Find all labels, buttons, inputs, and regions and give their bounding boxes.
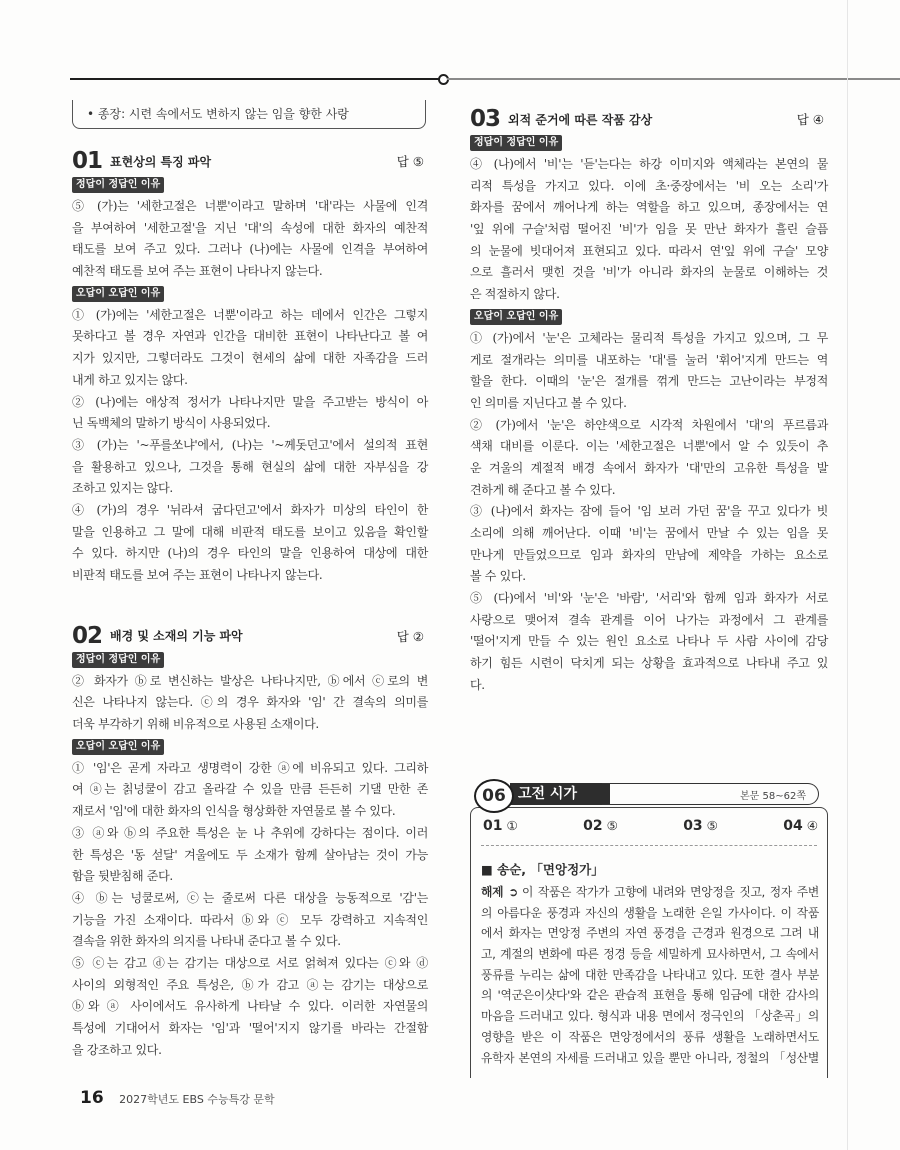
text-line: 사랑으로 맺어져 결속 관계를 이어 나가는 과정에서 그 관계를 — [470, 612, 828, 627]
text-line: 예찬적 태도를 보여 주는 표현이 나타나지 않는다. — [72, 264, 323, 279]
text-line: 하기 힘든 시련이 닥치게 되는 상황을 효과적으로 나타내 주고 있 — [470, 656, 828, 671]
reason-label-row — [72, 649, 428, 671]
text-line: ① (가)에는 '세한고절은 너뿐'이라고 하는 데에서 인간은 그렇지 — [72, 307, 428, 322]
text-line: 을 강조하고 있다. — [72, 1042, 162, 1057]
page-number: 16 — [80, 1088, 104, 1108]
commentary-text: 의 '역군은이샷다'와 같은 관습적 표현을 통해 임금에 대한 감사의 — [481, 988, 819, 1003]
commentary-text: 영향을 받은 이 작품은 면앙정에서의 풍류 생활을 노래하면서도 — [481, 1029, 819, 1044]
summary-text: • 종장: 시련 속에서도 변하지 않는 임을 향한 사랑 — [87, 107, 349, 121]
text-line: 을 부여하여 '세한고절'을 지닌 '대'의 속성에 대한 화자의 예찬적 — [72, 220, 428, 235]
text-line: 으로 흘러서 맺힌 것을 '비'가 아니라 화자의 눈물로 이해하는 것 — [470, 265, 828, 280]
reason-label: 정답이 정답인 이유 — [470, 135, 562, 151]
reason-label: 정답이 정답인 이유 — [72, 177, 164, 193]
reason-label: 오답이 오답인 이유 — [72, 286, 164, 302]
answer-key-question: 01 — [483, 818, 503, 834]
text-line: 여 ⓐ는 칡넝쿨이 감고 올라갈 수 있을 만큼 든든히 기댈 만한 존 — [72, 782, 428, 797]
chapter-title: 고전 시가 — [510, 783, 610, 805]
question-heading — [72, 623, 428, 649]
page-edge — [847, 0, 848, 1150]
text-line: 말을 인용하고 그 말에 대해 비판적 태도를 보이고 있음을 확인할 — [72, 524, 428, 539]
right-column — [470, 106, 828, 697]
section-gap — [72, 587, 428, 623]
text-line: ② (가)에서 '눈'은 하얀색으로 시각적 차원에서 '대'의 푸르름과 — [470, 417, 828, 432]
commentary-line — [481, 903, 819, 924]
commentary-line — [481, 965, 819, 986]
page-footer — [80, 1088, 275, 1108]
commentary-line — [481, 1048, 819, 1069]
text-line: 할을 한다. 이때의 '눈'은 절개를 꺾게 만드는 고난이라는 부정적 — [470, 374, 828, 389]
text-line: 신은 나타나지 않는다. ⓒ의 경우 화자와 '임' 간 결속의 의미를 — [72, 695, 428, 710]
question-heading — [72, 148, 428, 174]
reason-label-row — [470, 306, 828, 328]
answer-key-item — [783, 818, 818, 834]
classic-poetry-header — [470, 779, 828, 809]
reason-label-row — [470, 132, 828, 154]
text-line: 함을 뒷받침해 준다. — [72, 869, 173, 884]
dashed-divider — [481, 845, 817, 846]
page-reference: 본문 58~62쪽 — [740, 791, 806, 802]
text-line: ⑤ (다)에서 '비'와 '눈'은 '바람', '서리'와 함께 임과 화자가 서로 — [470, 591, 828, 606]
text-line: 사이의 외형적인 주요 특성은, ⓑ가 감고 ⓐ는 감기는 대상으로 — [72, 977, 428, 992]
commentary-line — [481, 923, 819, 944]
left-column — [72, 148, 428, 1061]
text-line: ① '임'은 곧게 자라고 생명력이 강한 ⓐ에 비유되고 있다. 그리하 — [72, 760, 428, 775]
text-line: 색채 대비를 이룬다. 이는 '세한고절은 너뿐'에서 알 수 있듯이 추 — [470, 439, 828, 454]
chapter-number: 06 — [474, 779, 514, 813]
text-line: 지가 있지만, 그렇더라도 그것이 현세의 삶에 대한 자족감을 드러 — [72, 351, 428, 366]
text-line: '떨어'지게 만들 수 있는 원인 요소로 나타나 두 사람 사이에 감당 — [470, 634, 828, 649]
top-rule — [70, 78, 440, 80]
commentary-text: 의 아름다운 풍경과 자신의 생활을 노래한 은일 가사이다. 이 작품 — [481, 905, 819, 920]
commentary-text: 유학자 본연의 자세를 드러내고 있을 뿐만 아니라, 정철의 「성산별 — [481, 1050, 819, 1065]
text-line: 인 의미를 지닌다고 볼 수 있다. — [470, 395, 627, 410]
text-line: 수 있다. 하지만 (나)의 경우 타인의 말을 인용하여 대상에 대한 — [72, 546, 428, 561]
commentary-line — [481, 1006, 819, 1027]
question-heading — [470, 106, 828, 132]
question-number: 02 — [72, 622, 103, 649]
text-line: '잎 위에 구슬'처럼 떨어진 '비'가 임을 못 만난 화자가 흘린 슬픔 — [470, 222, 828, 237]
summary-box — [72, 100, 426, 129]
text-line: ③ (나)에서 화자는 잠에 들어 '임 보러 가던 꿈'을 꾸고 있다가 빗 — [470, 504, 828, 519]
reason-label-row — [72, 736, 428, 758]
text-line: 을 활용하고 있으나, 그것을 통해 현실의 삶에 대한 자부심을 강 — [72, 459, 428, 474]
answer-key-item — [483, 818, 518, 834]
commentary-text: 이 작품은 작가가 고향에 내려와 면앙정을 짓고, 정자 주변 — [521, 885, 819, 899]
question-title: 표현상의 특징 파악 — [110, 154, 212, 169]
answer-key-question: 02 — [583, 818, 603, 834]
text-line: 의 눈물에 빗대어져 표현되고 있다. 따라서 연'잎 위에 구슬' 모양 — [470, 243, 828, 258]
text-line: 게로 절개라는 의미를 내포하는 '대'를 눌러 '휘어'지게 만드는 역 — [470, 352, 828, 367]
chapter-ref-pill — [602, 783, 819, 805]
answer-key-choice: ① — [506, 818, 518, 833]
commentary-line — [481, 985, 819, 1006]
text-line: ③ (가)는 '~푸를쏘냐'에서, (나)는 '~께돗던고'에서 설의적 표현 — [72, 437, 428, 452]
text-line: 재로서 '임'에 대한 화자의 인식을 형상화한 자연물로 볼 수 있다. — [72, 804, 396, 819]
answer-key-question: 04 — [783, 818, 803, 834]
answer-key-item — [683, 818, 718, 834]
commentary-line — [481, 1027, 819, 1048]
text-line: 운 겨울의 계절적 배경 속에서 화자가 '대'만의 고유한 특성을 발 — [470, 460, 828, 475]
reason-label: 정답이 정답인 이유 — [72, 652, 164, 668]
reason-label: 오답이 오답인 이유 — [470, 309, 562, 325]
text-line: 볼 수 있다. — [470, 569, 526, 584]
text-line: 못하다고 볼 경우 자연과 인간을 대비한 표현이 나타난다고 볼 여 — [72, 329, 428, 344]
answer-label: 답 ⑤ — [396, 154, 424, 169]
text-line: 은 적절하지 않다. — [470, 287, 560, 302]
question-number: 03 — [470, 106, 501, 132]
answer-label: 답 ④ — [796, 112, 824, 127]
text-line: 결속을 위한 화자의 의지를 나타내 준다고 볼 수 있다. — [72, 934, 341, 949]
text-line: ② (나)에는 애상적 정서가 나타나지만 말을 주고받는 방식이 아 — [72, 394, 428, 409]
text-line: 리적 특성을 가지고 있다. 이에 초·중장에서는 '비 오는 소리'가 — [470, 178, 828, 193]
text-line: ④ (나)에서 '비'는 '듣'는다는 하강 이미지와 액체라는 본연의 물 — [470, 157, 828, 171]
text-line: 한 특성은 '동 섣달' 겨울에도 두 소재가 함께 살아남는 것이 가능 — [72, 847, 428, 862]
text-line: 닌 독백체의 말하기 방식이 사용되었다. — [72, 416, 271, 431]
text-line: 만나게 만들었으므로 임과 화자의 만남에 제약을 가하는 요소로 — [470, 547, 828, 562]
text-line: 기능을 가진 소재이다. 따라서 ⓑ와 ⓒ 모두 강력하고 지속적인 — [72, 912, 428, 927]
commentary-text: 에서 화자는 면앙정 주변의 자연 풍경을 근경과 원경으로 그려 내 — [481, 926, 819, 941]
text-line: 내게 하고 있지는 않다. — [72, 372, 188, 387]
reason-label-row — [72, 283, 428, 305]
text-line: 화자를 꿈에서 깨어나게 하는 역할을 하고 있으며, 종장에서는 연 — [470, 200, 828, 215]
answer-key-row — [483, 818, 818, 834]
answer-key-item — [583, 818, 618, 834]
commentary-line — [481, 944, 819, 965]
text-line: 조하고 있지는 않다. — [72, 481, 173, 496]
text-line: ⑤ ⓒ는 감고 ⓓ는 감기는 대상으로 서로 얽혀져 있다는 ⓒ와 ⓓ — [72, 955, 428, 970]
answer-label: 답 ② — [396, 628, 424, 644]
work-title: ■ 송순, 「면앙정가」 — [481, 862, 604, 877]
text-line: ⓑ와 ⓐ 사이에서도 유사하게 나타날 수 있다. 이러한 자연물의 — [72, 999, 428, 1014]
top-rule-right — [447, 78, 900, 80]
answer-key-choice: ④ — [806, 818, 818, 833]
text-line: 더욱 부각하기 위해 비유적으로 사용된 소재이다. — [72, 717, 319, 732]
text-line: 특성에 기대어서 화자는 '임'과 '떨어'지지 않기를 바라는 간절함 — [72, 1021, 428, 1035]
commentary-text: 고, 계절의 변화에 따른 정경 등을 세밀하게 묘사하면서, 그 속에서 — [481, 947, 819, 962]
text-line: ⑤ (가)는 '세한고절은 너뿐'이라고 말하며 '대'라는 사물에 인격 — [72, 199, 428, 213]
commentary-text: 풍류를 누리는 삶에 대한 만족감을 나타내고 있다. 또한 결사 부분 — [481, 967, 819, 982]
text-line: ③ ⓐ와 ⓑ의 주요한 특성은 눈 나 추위에 강하다는 점이다. 이러 — [72, 825, 428, 840]
question-number: 01 — [72, 148, 103, 174]
text-line: ② 화자가 ⓑ로 변신하는 발상은 나타나지만, ⓑ에서 ⓒ로의 변 — [72, 673, 428, 688]
text-line: 태도를 보여 주고 있다. 그러나 (나)에는 사물에 인격을 부여하여 — [72, 242, 428, 257]
question-title: 배경 및 소재의 기능 파악 — [110, 629, 243, 644]
book-title: 2027학년도 EBS 수능특강 문학 — [119, 1093, 275, 1106]
text-line: ④ (가)의 경우 '뉘라셔 굽다던고'에서 화자가 미상의 타인이 한 — [72, 502, 428, 517]
text-line: ① (가)에서 '눈'은 고체라는 물리적 특성을 가지고 있으며, 그 무 — [470, 330, 828, 345]
answer-key-choice: ⑤ — [606, 818, 618, 833]
commentary-text: 마음을 드러내고 있다. 형식과 내용 면에서 정극인의 「상춘곡」의 — [481, 1009, 819, 1024]
haeje-label: 해제 ➲ — [481, 885, 518, 899]
commentary-line — [481, 882, 819, 903]
commentary-body — [481, 882, 819, 1068]
text-line: 비판적 태도를 보여 주는 표현이 나타나지 않는다. — [72, 568, 323, 582]
text-line: 소리에 의해 깨어난다. 이때 '비'는 꿈에서 만날 수 있는 임을 못 — [470, 526, 828, 540]
reason-label: 오답이 오답인 이유 — [72, 739, 164, 755]
answer-key-choice: ⑤ — [706, 818, 718, 833]
question-title: 외적 준거에 따른 작품 감상 — [508, 112, 653, 127]
text-line: 다. — [470, 677, 485, 692]
classic-poetry-box — [470, 807, 828, 1078]
reason-label-row — [72, 174, 428, 196]
answer-key-question: 03 — [683, 818, 703, 834]
text-line: ④ ⓑ는 넝쿨로써, ⓒ는 줄로써 다른 대상을 능동적으로 '감'는 — [72, 890, 428, 905]
text-line: 견하게 해 준다고 볼 수 있다. — [470, 482, 616, 497]
